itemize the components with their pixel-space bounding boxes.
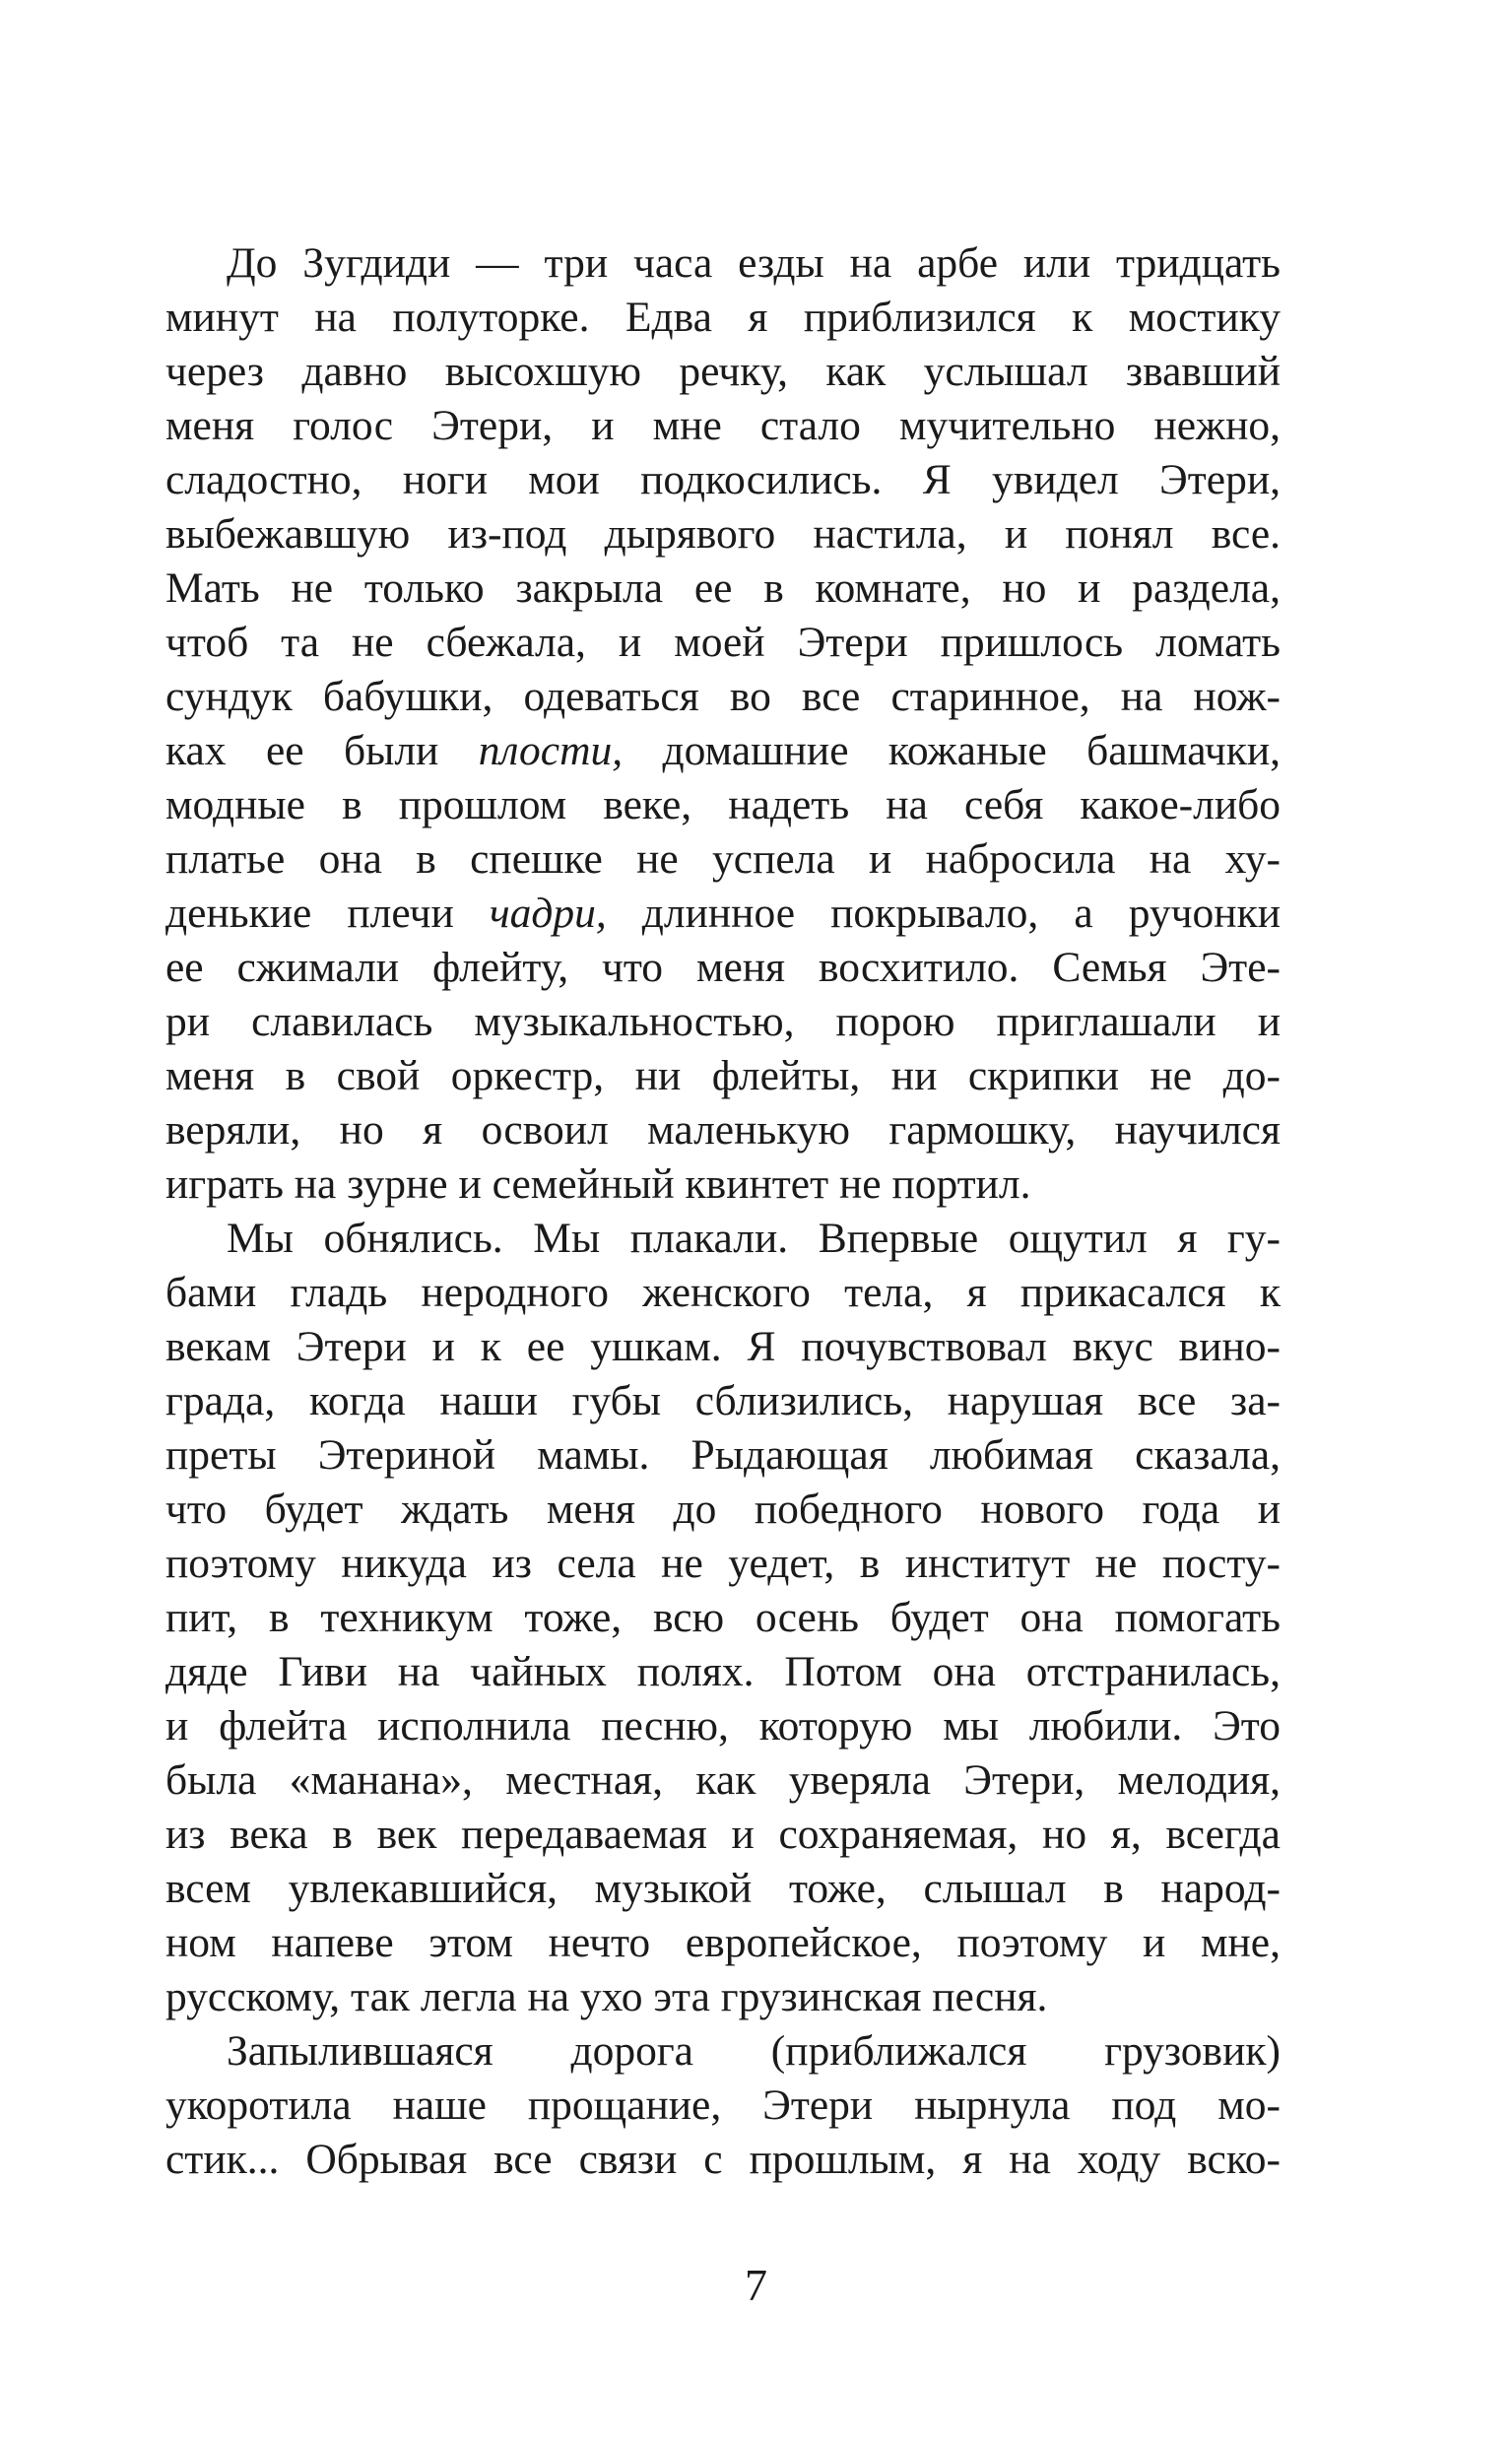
text-segment: До Зугдиди — три часа езды на арбе или тридцать: [227, 239, 1281, 287]
text-line: [165, 1862, 1281, 1916]
text-segment: играть на зурне и семейный квинтет не портил.: [165, 1160, 1031, 1208]
text-line: [165, 453, 1281, 507]
text-line: [165, 778, 1281, 832]
text-segment: векам Этери и к ее ушкам. Я почувствовал вкус вино-: [165, 1323, 1281, 1370]
text-line: [165, 616, 1281, 670]
paragraph: [165, 1212, 1281, 2024]
text-segment: дяде Гиви на чайных полях. Потом она отстранилась,: [165, 1648, 1281, 1695]
text-line: [165, 1537, 1281, 1591]
text-line: [165, 887, 1281, 941]
text-segment: сладостно, ноги мои подкосились. Я увидел Этери,: [165, 456, 1281, 503]
text-segment: стик... Обрывая все связи с прошлым, я на ходу вско-: [165, 2136, 1281, 2183]
text-segment: ном напеве этом нечто европейское, поэтому и мне,: [165, 1919, 1281, 1966]
text-line: [165, 1591, 1281, 1645]
text-segment: ках ее были: [165, 727, 479, 774]
text-line: [165, 399, 1281, 453]
text-segment: Мать не только закрыла ее в комнате, но и раздела,: [165, 564, 1281, 612]
text-line: [165, 1645, 1281, 1699]
text-segment: была «манана», местная, как уверяла Этери, мелодия,: [165, 1756, 1281, 1804]
text-segment: преты Этериной мамы. Рыдающая любимая сказала,: [165, 1431, 1281, 1479]
text-line: [165, 236, 1281, 291]
text-segment: платье она в спешке не успела и набросила на ху-: [165, 835, 1281, 883]
text-segment: длинное покрывало, а ручонки: [606, 890, 1281, 937]
italic-term: плости,: [478, 727, 624, 774]
text-line: [165, 724, 1281, 778]
text-line: [165, 1157, 1281, 1212]
text-segment: выбежавшую из-под дырявого настила, и понял все.: [165, 510, 1281, 558]
text-line: [165, 1212, 1281, 1266]
text-segment: укоротила наше прощание, Этери нырнула под мо-: [165, 2081, 1281, 2129]
text-line: [165, 670, 1281, 724]
text-line: [165, 1266, 1281, 1320]
paragraph: [165, 236, 1281, 1212]
text-line: [165, 291, 1281, 345]
text-segment: поэтому никуда из села не уедет, в институт не посту-: [165, 1540, 1281, 1587]
text-line: [165, 1049, 1281, 1103]
text-segment: Запылившаяся дорога (приближался грузовик): [227, 2027, 1281, 2075]
text-line: [165, 1374, 1281, 1428]
text-segment: веряли, но я освоил маленькую гармошку, научился: [165, 1106, 1281, 1154]
text-line: [165, 1808, 1281, 1862]
text-segment: домашние кожаные башмачки,: [623, 727, 1282, 774]
text-line: [165, 2133, 1281, 2187]
text-segment: всем увлекавшийся, музыкой тоже, слышал в народ-: [165, 1865, 1281, 1912]
text-line: [165, 1483, 1281, 1537]
text-segment: из века в век передаваемая и сохраняемая, но я, всегда: [165, 1811, 1281, 1858]
text-segment: Мы обнялись. Мы плакали. Впервые ощутил я гу-: [227, 1215, 1281, 1262]
text-segment: бами гладь неродного женского тела, я прикасался к: [165, 1269, 1281, 1316]
text-line: [165, 507, 1281, 561]
text-segment: и флейта исполнила песню, которую мы любили. Это: [165, 1702, 1281, 1750]
text-segment: сундук бабушки, одеваться во все старинное, на нож-: [165, 673, 1281, 720]
italic-term: чадри,: [489, 890, 607, 937]
text-line: [165, 2079, 1281, 2133]
text-line: [165, 1320, 1281, 1374]
text-line: [165, 995, 1281, 1049]
text-segment: меня голос Этери, и мне стало мучительно нежно,: [165, 402, 1281, 449]
text-segment: русскому, так легла на ухо эта грузинская песня.: [165, 1973, 1048, 2020]
paragraph: [165, 2024, 1281, 2187]
text-line: [165, 1699, 1281, 1753]
text-segment: минут на полуторке. Едва я приблизился к мостику: [165, 294, 1281, 341]
page-number: 7: [745, 2260, 767, 2310]
text-line: [165, 1428, 1281, 1483]
text-line: [165, 1103, 1281, 1157]
text-segment: модные в прошлом веке, надеть на себя какое-либо: [165, 781, 1281, 828]
text-segment: через давно высохшую речку, как услышал звавший: [165, 348, 1281, 395]
text-segment: ее сжимали флейту, что меня восхитило. Семья Эте-: [165, 944, 1281, 991]
text-line: [165, 1753, 1281, 1808]
text-line: [165, 2024, 1281, 2079]
text-segment: чтоб та не сбежала, и моей Этери пришлось ломать: [165, 619, 1281, 666]
text-segment: ри славилась музыкальностью, порою приглашали и: [165, 998, 1281, 1045]
text-segment: града, когда наши губы сблизились, нарушая все за-: [165, 1377, 1281, 1424]
text-segment: денькие плечи: [165, 890, 490, 937]
text-segment: пит, в техникум тоже, всю осень будет она помогать: [165, 1594, 1281, 1641]
text-line: [165, 345, 1281, 399]
text-segment: что будет ждать меня до победного нового года и: [165, 1486, 1281, 1533]
text-line: [165, 832, 1281, 887]
text-line: [165, 1916, 1281, 1970]
body-text: [165, 236, 1281, 2187]
text-segment: меня в свой оркестр, ни флейты, ни скрипки не до-: [165, 1052, 1281, 1099]
text-line: [165, 941, 1281, 995]
text-line: [165, 561, 1281, 616]
text-line: [165, 1970, 1281, 2024]
